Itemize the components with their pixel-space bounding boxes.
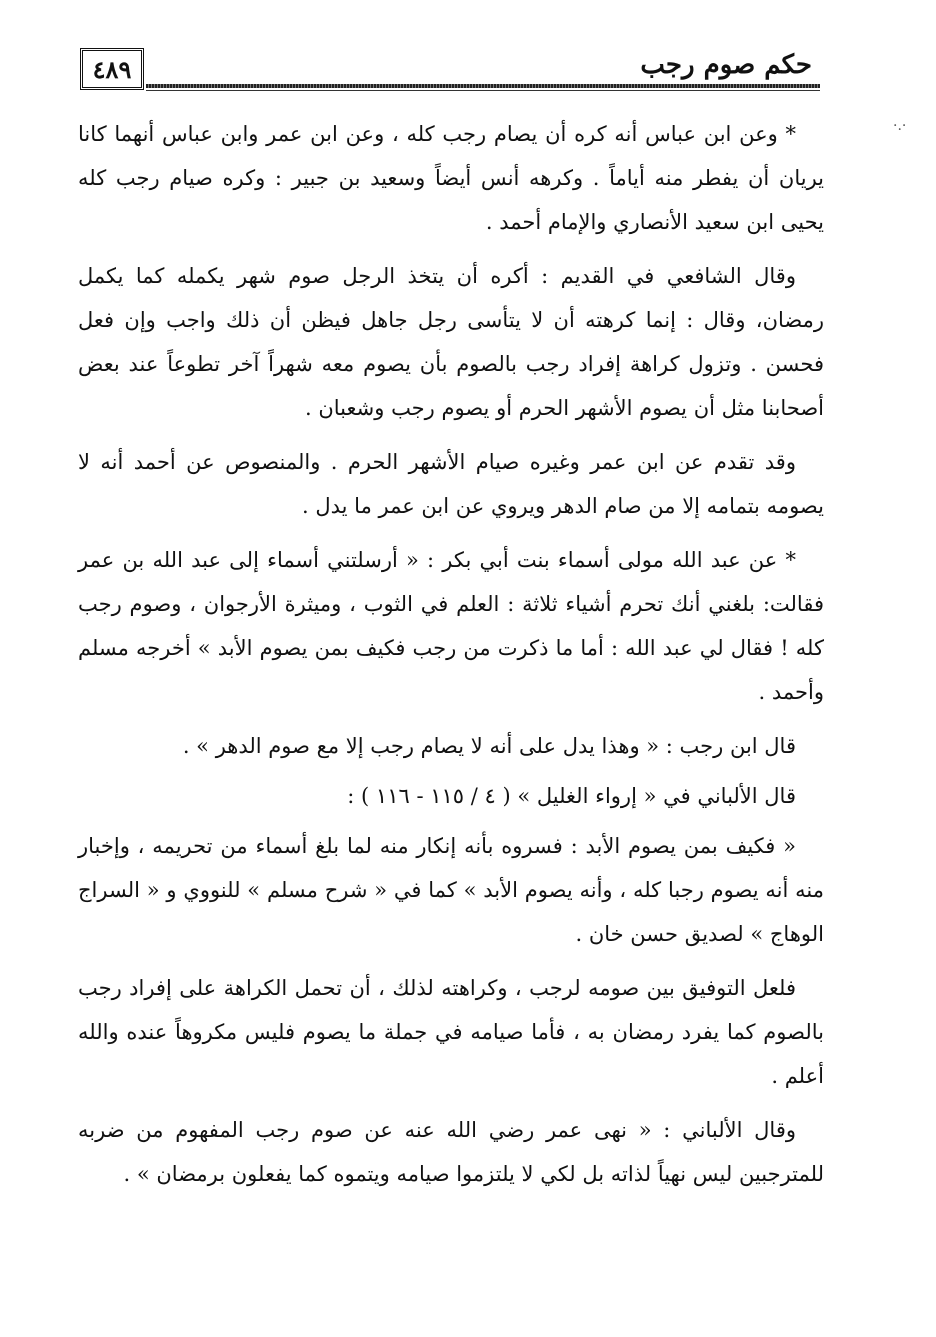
running-title: حكم صوم رجب [640,50,812,80]
header-rule [146,84,820,88]
paragraph-reconciliation: فلعل التوفيق بين صومه لرجب ، وكراهته لذلك ، أن تحمل الكراهة على إفراد رجب بالصوم كما يفرد رمضان به ، فأما صيامه في جملة ما يصوم فليس مكروهاً عنده والله أعلم . [78,976,824,1088]
page-header [76,44,820,96]
paragraph-ibn-rajab: قال ابن رجب : « وهذا يدل على أنه لا يصام رجب إلا مع صوم الدهر » . [182,734,796,758]
paragraph-ahmad: وقد تقدم عن ابن عمر وغيره صيام الأشهر الحرم . والمنصوص عن أحمد أنه لا يصومه بتمامه إلا من صام الدهر ويروي عن ابن عمر ما يدل . [78,450,824,518]
margin-dots-decoration: ·.· [893,118,907,134]
paragraph-albani-umar: وقال الألباني : « نهى عمر رضي الله عنه عن صوم رجب المفهوم من ضربه للمترجبين ليس نهياً لذاته بل لكي لا يلتزموا صيامه ويتموه كما يفعلون برمضان » . [78,1118,824,1186]
paragraph-asma-hadith: * عن عبد الله مولى أسماء بنت أبي بكر : « أرسلتني أسماء إلى عبد الله بن عمر فقالت: بلغني أنك تحرم أشياء ثلاثة : العلم في الثوب ، وميثرة الأرجوان ، وصوم رجب كله ! فقال لي عبد الله : أما ما ذكرت من رجب فكيف بمن يصوم الأبد » أخرجه مسلم وأحمد . [78,548,824,704]
paragraph-shafii: وقال الشافعي في القديم : أكره أن يتخذ الرجل صوم شهر يكمله كما يكمل رمضان، وقال : إنما كرهته أن لا يتأسى رجل جاهل فيظن أن ذلك واجب وإن فعل فحسن . وتزول كراهة إفراد رجب بالصوم بأن يصوم معه شهراً آخر تطوعاً عند بعض أصحابنا مثل أن يصوم الأشهر الحرم أو يصوم رجب وشعبان . [78,264,824,420]
paragraph-ibn-abbas: * وعن ابن عباس أنه كره أن يصام رجب كله ، وعن ابن عمر وابن عباس أنهما كانا يريان أن يفطر منه أياماً . وكرهه أنس أيضاً وسعيد بن جبير : وكره صيام رجب كله يحيى ابن سعيد الأنصاري والإمام أحمد . [78,122,824,234]
page-number: ٤٨٩ [80,48,144,90]
paragraph-albani-irwa: قال الألباني في « إرواء الغليل » ( ٤ / ١١٥ - ١١٦ ) : [347,784,796,808]
page-body [78,112,824,1206]
paragraph-explanation: « فكيف بمن يصوم الأبد : فسروه بأنه إنكار منه لما بلغ أسماء من تحريمه ، وإخبار منه أنه يصوم رجبا كله ، وأنه يصوم الأبد » كما في « شرح مسلم » للنووي و « السراج الوهاج » لصديق حسن خان . [78,834,824,946]
header-rule-thin [146,90,820,91]
